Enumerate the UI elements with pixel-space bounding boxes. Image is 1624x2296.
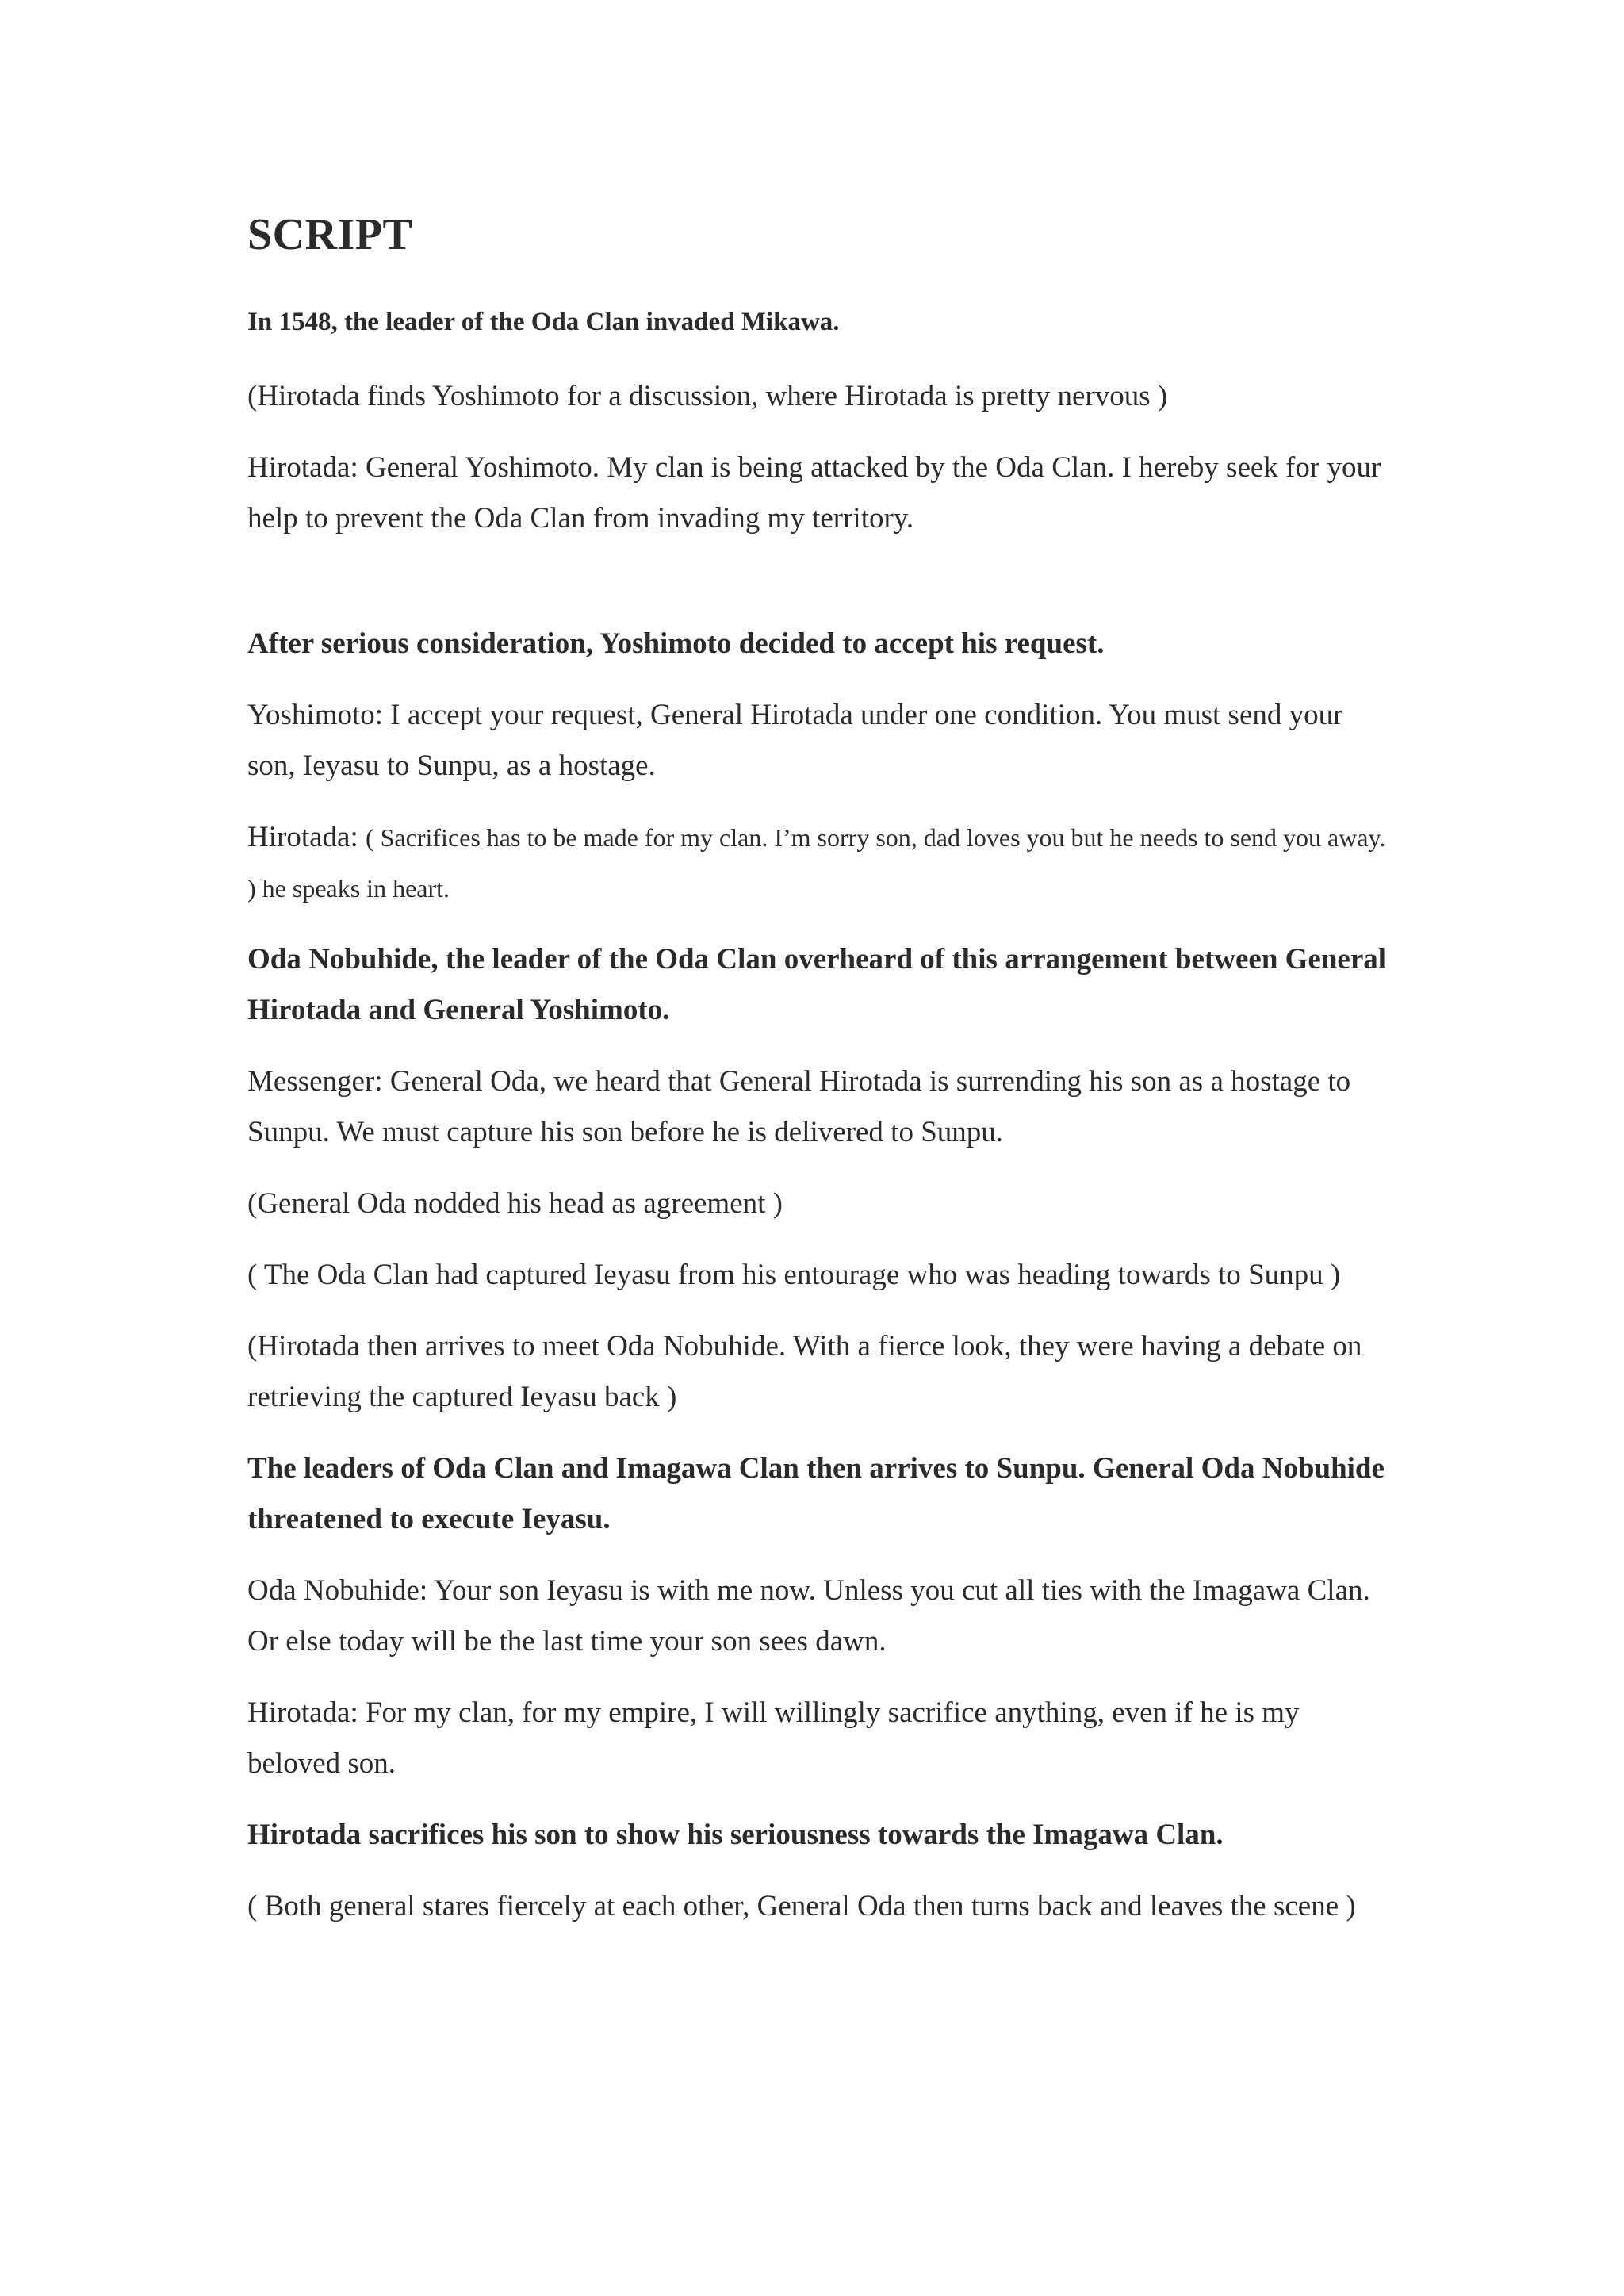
inner-thought: ( Sacrifices has to be made for my clan. I’m sorry son, dad loves you but he needs to send you away. ) he speaks in heart.	[247, 823, 1386, 903]
narration: The leaders of Oda Clan and Imagawa Clan then arrives to Sunpu. General Oda Nobuhide threatened to execute Ieyasu.	[247, 1452, 1385, 1535]
narration: After serious consideration, Yoshimoto decided to accept his request.	[247, 627, 1105, 660]
dialogue-line	[247, 812, 1397, 914]
speaker-label: Hirotada:	[247, 821, 366, 853]
stage-direction: ( Both general stares fiercely at each other, General Oda then turns back and leaves the scene )	[247, 1890, 1356, 1922]
spacer	[247, 565, 1397, 619]
dialogue-line: Hirotada: General Yoshimoto. My clan is being attacked by the Oda Clan. I hereby seek for your help to prevent the Oda Clan from invading my territory.	[247, 451, 1381, 535]
dialogue-line: Messenger: General Oda, we heard that General Hirotada is surrending his son as a hostage to Sunpu. We must capture his son before he is delivered to Sunpu.	[247, 1065, 1351, 1148]
dialogue-line: Hirotada: For my clan, for my empire, I will willingly sacrifice anything, even if he is my beloved son.	[247, 1696, 1300, 1780]
dialogue-line: Oda Nobuhide: Your son Ieyasu is with me now. Unless you cut all ties with the Imagawa Clan. Or else today will be the last time your son sees dawn.	[247, 1574, 1370, 1658]
narration: Hirotada sacrifices his son to show his seriousness towards the Imagawa Clan.	[247, 1819, 1224, 1851]
stage-direction: (Hirotada finds Yoshimoto for a discussion, where Hirotada is pretty nervous )	[247, 380, 1168, 412]
stage-direction: (General Oda nodded his head as agreement )	[247, 1187, 783, 1220]
dialogue-line: Yoshimoto: I accept your request, General Hirotada under one condition. You must send your son, Ieyasu to Sunpu, as a hostage.	[247, 699, 1343, 782]
document-page	[247, 210, 1397, 1953]
document-title: SCRIPT	[247, 210, 413, 259]
stage-direction: (Hirotada then arrives to meet Oda Nobuhide. With a fierce look, they were having a debate on retrieving the captured Ieyasu back )	[247, 1330, 1362, 1413]
narration: Oda Nobuhide, the leader of the Oda Clan overheard of this arrangement between General Hirotada and General Yoshimoto.	[247, 943, 1387, 1026]
stage-direction: ( The Oda Clan had captured Ieyasu from his entourage who was heading towards to Sunpu )	[247, 1259, 1341, 1291]
narration-intro: In 1548, the leader of the Oda Clan invaded Mikawa.	[247, 308, 840, 336]
